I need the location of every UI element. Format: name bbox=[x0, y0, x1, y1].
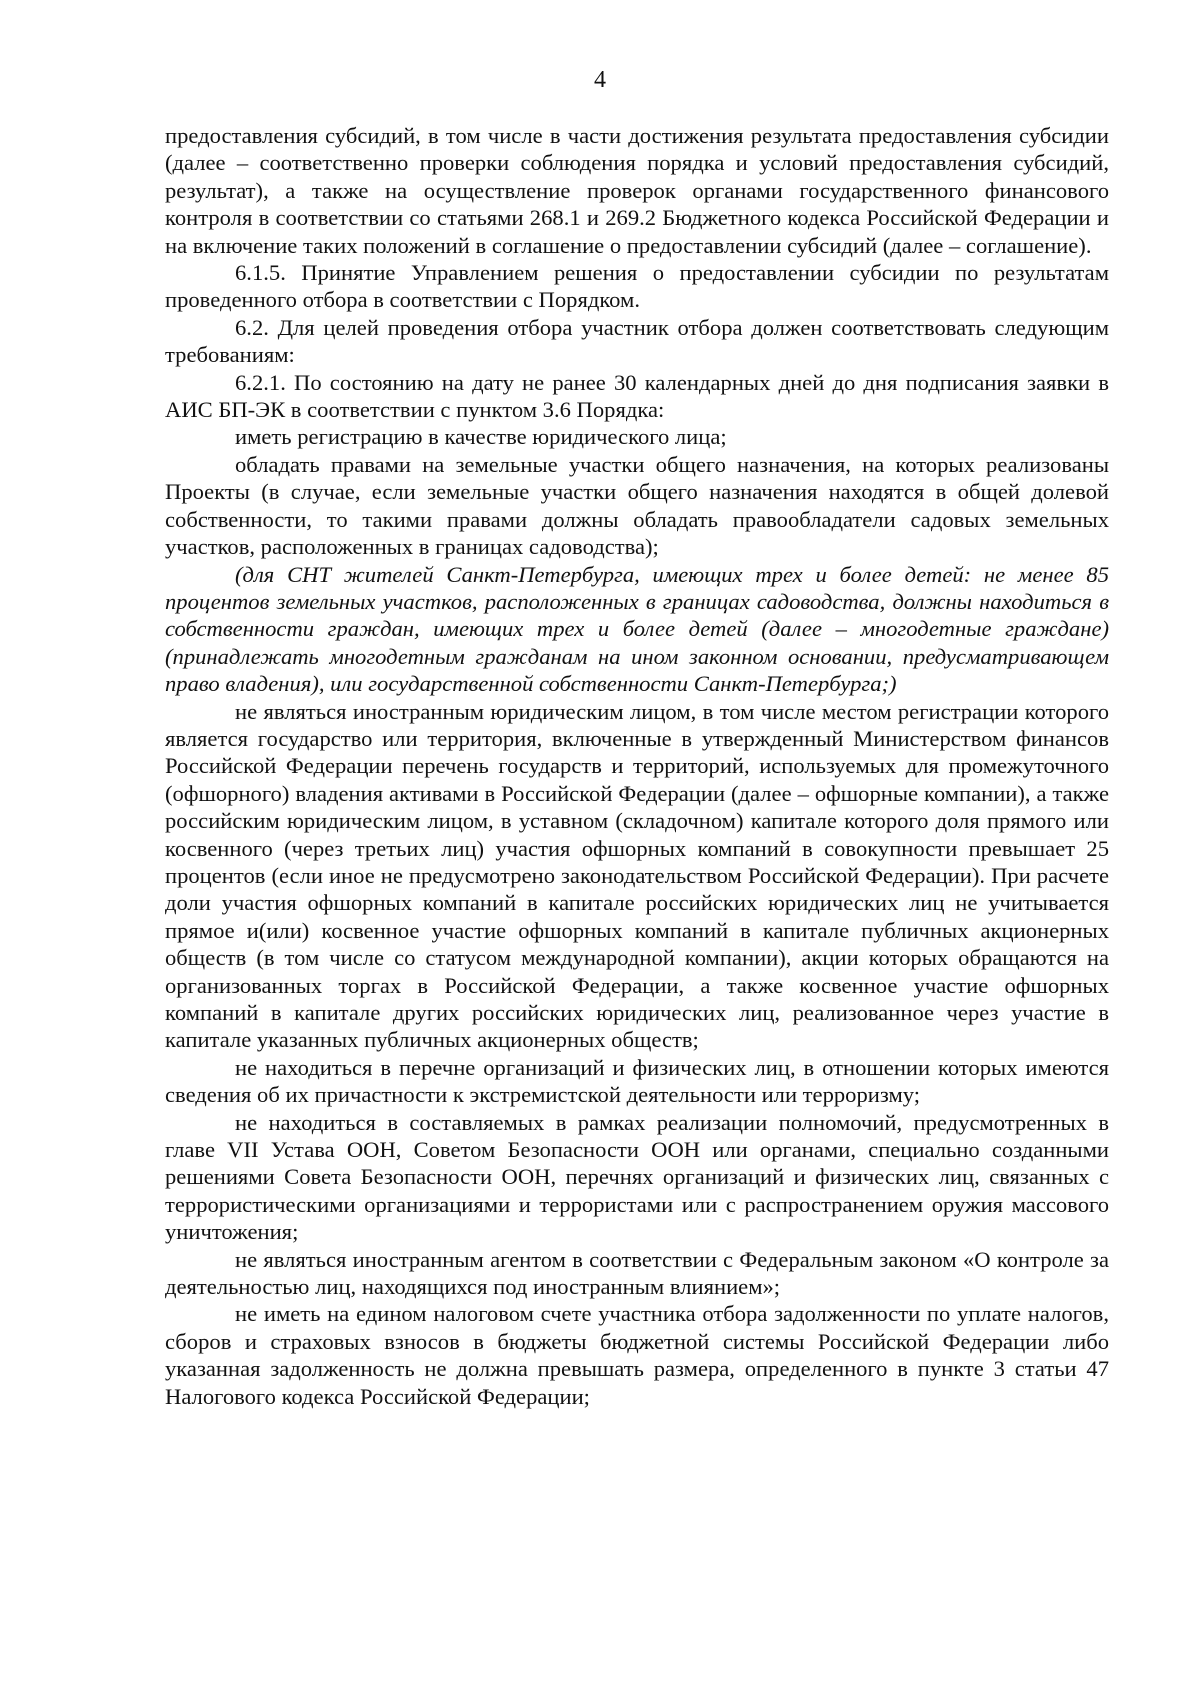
requirement-registration: иметь регистрацию в качестве юридического лица; bbox=[235, 424, 727, 450]
requirement-not-extremist-list: не находиться в перечне организаций и физических лиц, в отношении которых имеются сведения об их причастности к экстремистской деятельности или терроризму; bbox=[165, 1054, 1109, 1108]
requirement-no-tax-debt: не иметь на едином налоговом счете участника отбора задолженности по уплате налогов, сборов и страховых взносов в бюджеты бюджетной системы Российской Федерации либо указанная задолженность не должна превышать размера, определенного в пункте 3 статьи 47 Налогового кодекса Российской Федерации; bbox=[165, 1301, 1109, 1409]
requirement-not-un-list: не находиться в составляемых в рамках реализации полномочий, предусмотренных в главе VII Устава ООН, Советом Безопасности ООН или органами, специально созданными решениями Совета Безопасности ООН, перечнях организаций и физических лиц, связанных с террористическими организациями и террористами или с распространением оружия массового уничтожения; bbox=[165, 1109, 1109, 1245]
paragraph-6-1-5: 6.1.5. Принятие Управлением решения о предоставлении субсидии по результатам проведенного отбора в соответствии с Порядком. bbox=[165, 260, 1109, 313]
requirement-land-rights: обладать правами на земельные участки общего назначения, на которых реализованы Проекты (в случае, если земельные участки общего назначения находятся в общей долевой собственности, то такими правами должны обладать правообладатели садовых земельных участков, расположенных в границах садоводства); bbox=[165, 451, 1109, 560]
requirement-not-foreign-agent: не являться иностранным агентом в соответствии с Федеральным законом «О контроле за деятельностью лиц, находящихся под иностранным влиянием»; bbox=[165, 1246, 1109, 1300]
paragraph-continuation: предоставления субсидий, в том числе в части достижения результата предоставления субсидии (далее – соответственно проверки соблюдения порядка и условий предоставления субсидий, результат), а также на осуществление проверок органами государственного финансового контроля в соответствии со статьями 268.1 и 269.2 Бюджетного кодекса Российской Федерации и на включение таких положений в соглашение о предоставлении субсидий (далее – соглашение). bbox=[165, 123, 1109, 258]
requirement-large-families-note: (для СНТ жителей Санкт-Петербурга, имеющих трех и более детей: не менее 85 процентов земельных участков, расположенных в границах садоводства, должны находиться в собственности граждан, имеющих трех и более детей (далее – многодетные граждане) (принадлежать многодетным гражданам на ином законном основании, предусматривающем право владения), или государственной собственности Санкт-Петербурга;) bbox=[165, 561, 1109, 697]
requirement-not-foreign-entity: не являться иностранным юридическим лицом, в том числе местом регистрации которого является государство или территория, включенные в утвержденный Министерством финансов Российской Федерации перечень государств и территорий, используемых для промежуточного (офшорного) владения активами в Российской Федерации (далее – офшорные компании), а также российским юридическим лицом, в уставном (складочном) капитале которого доля прямого или косвенного (через третьих лиц) участия офшорных компаний в совокупности превышает 25 процентов (если иное не предусмотрено законодательством Российской Федерации). При расчете доли участия офшорных компаний в капитале российских юридических лиц не учитывается прямое и(или) косвенное участие офшорных компаний в капитале публичных акционерных обществ (в том числе со статусом международной компании), акции которых обращаются на организованных торгах в Российской Федерации, а также косвенное участие офшорных компаний в капитале других российских юридических лиц, реализованное через участие в капитале указанных публичных акционерных обществ; bbox=[165, 698, 1109, 1053]
document-body bbox=[165, 122, 1109, 1410]
paragraph-6-2-1: 6.2.1. По состоянию на дату не ранее 30 календарных дней до дня подписания заявки в АИС БП-ЭК в соответствии с пунктом 3.6 Порядка: bbox=[165, 369, 1109, 423]
paragraph-6-2: 6.2. Для целей проведения отбора участник отбора должен соответствовать следующим требованиям: bbox=[165, 314, 1109, 368]
page-number: 4 bbox=[594, 67, 606, 93]
